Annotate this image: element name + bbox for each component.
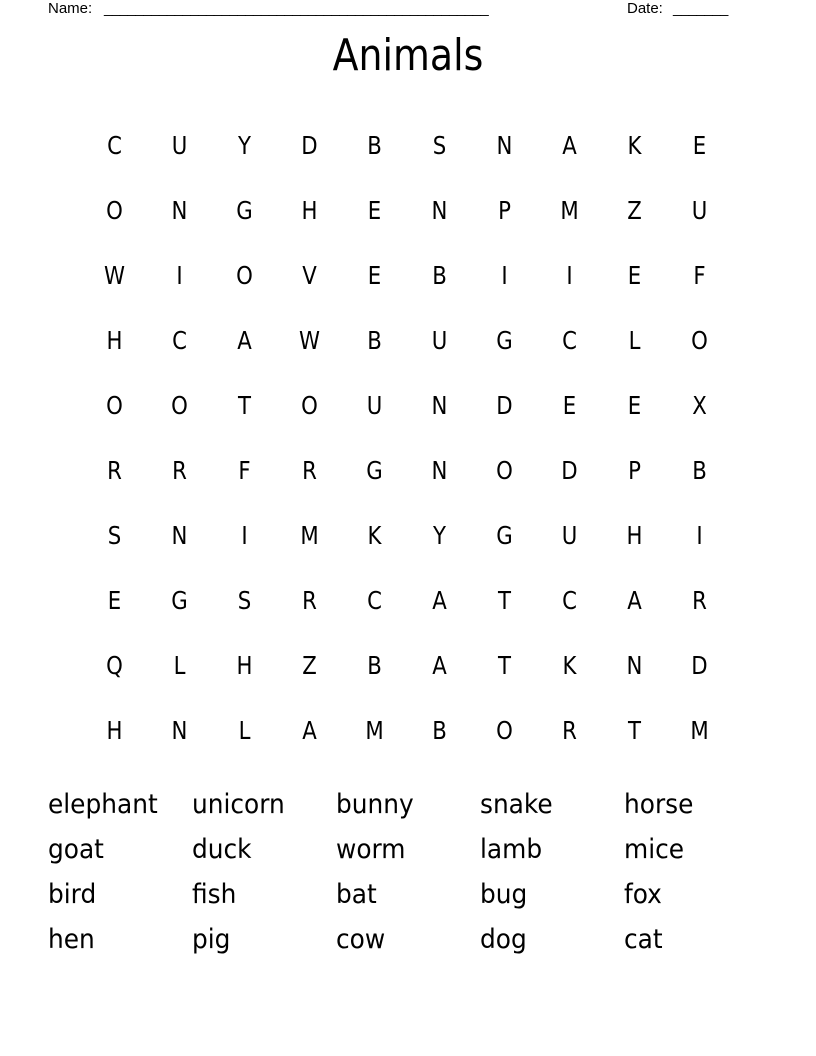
grid-letter: W xyxy=(103,261,126,290)
grid-letter: A xyxy=(562,131,577,160)
page-title: Animals xyxy=(332,30,484,81)
grid-letter: P xyxy=(628,456,641,485)
name-label: Name: xyxy=(48,0,93,17)
grid-letter: H xyxy=(626,521,643,550)
grid-letter: U xyxy=(691,196,708,225)
grid-letter: O xyxy=(106,196,123,225)
grid-letter: D xyxy=(561,456,578,485)
grid-letter: L xyxy=(173,651,186,680)
grid-letter: N xyxy=(171,196,188,225)
grid-letter: N xyxy=(626,651,643,680)
grid-letter: G xyxy=(496,326,513,355)
grid-letter: K xyxy=(562,651,577,680)
grid-letter: B xyxy=(692,456,707,485)
grid-letter: O xyxy=(496,456,513,485)
grid-letter: D xyxy=(301,131,318,160)
grid-letter: R xyxy=(692,586,707,615)
grid-letter: I xyxy=(696,521,703,550)
grid-letter: C xyxy=(367,586,382,615)
grid-letter: T xyxy=(238,391,251,420)
date-label: Date: xyxy=(627,0,663,17)
word-bank-item: snake xyxy=(480,789,553,820)
grid-letter: N xyxy=(171,521,188,550)
grid-letter: S xyxy=(237,586,252,615)
grid-letter: H xyxy=(106,716,123,745)
word-bank-item: goat xyxy=(48,834,104,865)
grid-letter: W xyxy=(298,326,321,355)
word-bank-item: bat xyxy=(336,879,377,910)
word-bank-item: bug xyxy=(480,879,528,910)
grid-letter: B xyxy=(367,326,382,355)
grid-letter: A xyxy=(432,651,447,680)
grid-letter: F xyxy=(238,456,251,485)
grid-letter: R xyxy=(302,456,317,485)
grid-letter: C xyxy=(172,326,187,355)
word-bank-item: fish xyxy=(192,879,237,910)
grid-letter: B xyxy=(432,261,447,290)
word-bank-item: dog xyxy=(480,924,527,955)
grid-letter: E xyxy=(367,261,382,290)
grid-letter: G xyxy=(366,456,383,485)
grid-letter: K xyxy=(627,131,642,160)
grid-letter: N xyxy=(496,131,513,160)
grid-letter: P xyxy=(498,196,511,225)
grid-letter: A xyxy=(237,326,252,355)
grid-letter: E xyxy=(367,196,382,225)
grid-letter: D xyxy=(691,651,708,680)
grid-letter: E xyxy=(627,261,642,290)
grid-letter: S xyxy=(107,521,122,550)
word-bank-item: pig xyxy=(192,924,231,955)
word-bank-item: worm xyxy=(336,834,406,865)
grid-letter: A xyxy=(432,586,447,615)
grid-letter: M xyxy=(560,196,579,225)
grid-letter: G xyxy=(171,586,188,615)
word-bank-item: bunny xyxy=(336,789,414,820)
word-bank-item: unicorn xyxy=(192,789,285,820)
grid-letter: E xyxy=(692,131,707,160)
grid-letter: R xyxy=(172,456,187,485)
grid-letter: L xyxy=(238,716,251,745)
grid-letter: E xyxy=(107,586,122,615)
grid-letter: G xyxy=(496,521,513,550)
grid-letter: T xyxy=(628,716,641,745)
grid-letter: O xyxy=(106,391,123,420)
grid-letter: Z xyxy=(302,651,317,680)
grid-letter: A xyxy=(627,586,642,615)
grid-letter: Q xyxy=(106,651,123,680)
grid-letter: T xyxy=(498,651,511,680)
grid-letter: M xyxy=(365,716,384,745)
grid-letter: N xyxy=(171,716,188,745)
word-bank-item: fox xyxy=(624,879,662,910)
grid-letter: C xyxy=(562,586,577,615)
date-blank-line: _______ xyxy=(673,0,728,17)
grid-letter: O xyxy=(301,391,318,420)
grid-letter: M xyxy=(690,716,709,745)
grid-letter: X xyxy=(692,391,707,420)
grid-letter: V xyxy=(302,261,317,290)
word-bank-item: elephant xyxy=(48,789,158,820)
grid-letter: U xyxy=(366,391,383,420)
word-bank-item: mice xyxy=(624,834,685,865)
grid-letter: U xyxy=(561,521,578,550)
grid-letter: R xyxy=(562,716,577,745)
grid-letter: T xyxy=(498,586,511,615)
word-bank-item: cow xyxy=(336,924,386,955)
grid-letter: I xyxy=(566,261,573,290)
grid-letter: K xyxy=(367,521,382,550)
grid-letter: E xyxy=(627,391,642,420)
word-bank-item: horse xyxy=(624,789,694,820)
word-bank-item: duck xyxy=(192,834,252,865)
grid-letter: H xyxy=(106,326,123,355)
grid-letter: B xyxy=(367,651,382,680)
grid-letter: I xyxy=(241,521,248,550)
word-bank-item: lamb xyxy=(480,834,543,865)
grid-letter: M xyxy=(300,521,319,550)
grid-letter: N xyxy=(431,196,448,225)
grid-letter: Z xyxy=(627,196,642,225)
grid-letter: U xyxy=(171,131,188,160)
grid-letter: E xyxy=(562,391,577,420)
grid-letter: A xyxy=(302,716,317,745)
grid-letter: Y xyxy=(238,131,251,160)
worksheet-header xyxy=(48,0,748,20)
grid-letter: B xyxy=(432,716,447,745)
grid-letter: U xyxy=(431,326,448,355)
grid-letter: S xyxy=(432,131,447,160)
word-bank-item: hen xyxy=(48,924,95,955)
grid-letter: I xyxy=(501,261,508,290)
grid-letter: D xyxy=(496,391,513,420)
grid-letter: O xyxy=(496,716,513,745)
grid-letter: G xyxy=(236,196,253,225)
grid-letter: H xyxy=(301,196,318,225)
grid-letter: H xyxy=(236,651,253,680)
grid-letter: O xyxy=(236,261,253,290)
word-bank-item: bird xyxy=(48,879,97,910)
word-bank xyxy=(48,786,768,966)
grid-letter: N xyxy=(431,456,448,485)
grid-letter: R xyxy=(107,456,122,485)
grid-letter: C xyxy=(107,131,122,160)
grid-letter: O xyxy=(691,326,708,355)
grid-letter: Y xyxy=(433,521,446,550)
grid-letter: L xyxy=(628,326,641,355)
word-search-grid xyxy=(82,113,732,763)
grid-letter: C xyxy=(562,326,577,355)
word-bank-item: cat xyxy=(624,924,663,955)
grid-letter: F xyxy=(693,261,706,290)
grid-letter: O xyxy=(171,391,188,420)
grid-letter: B xyxy=(367,131,382,160)
grid-letter: I xyxy=(176,261,183,290)
grid-letter: N xyxy=(431,391,448,420)
name-blank-line: _________________________________________________ xyxy=(104,0,489,17)
grid-letter: R xyxy=(302,586,317,615)
